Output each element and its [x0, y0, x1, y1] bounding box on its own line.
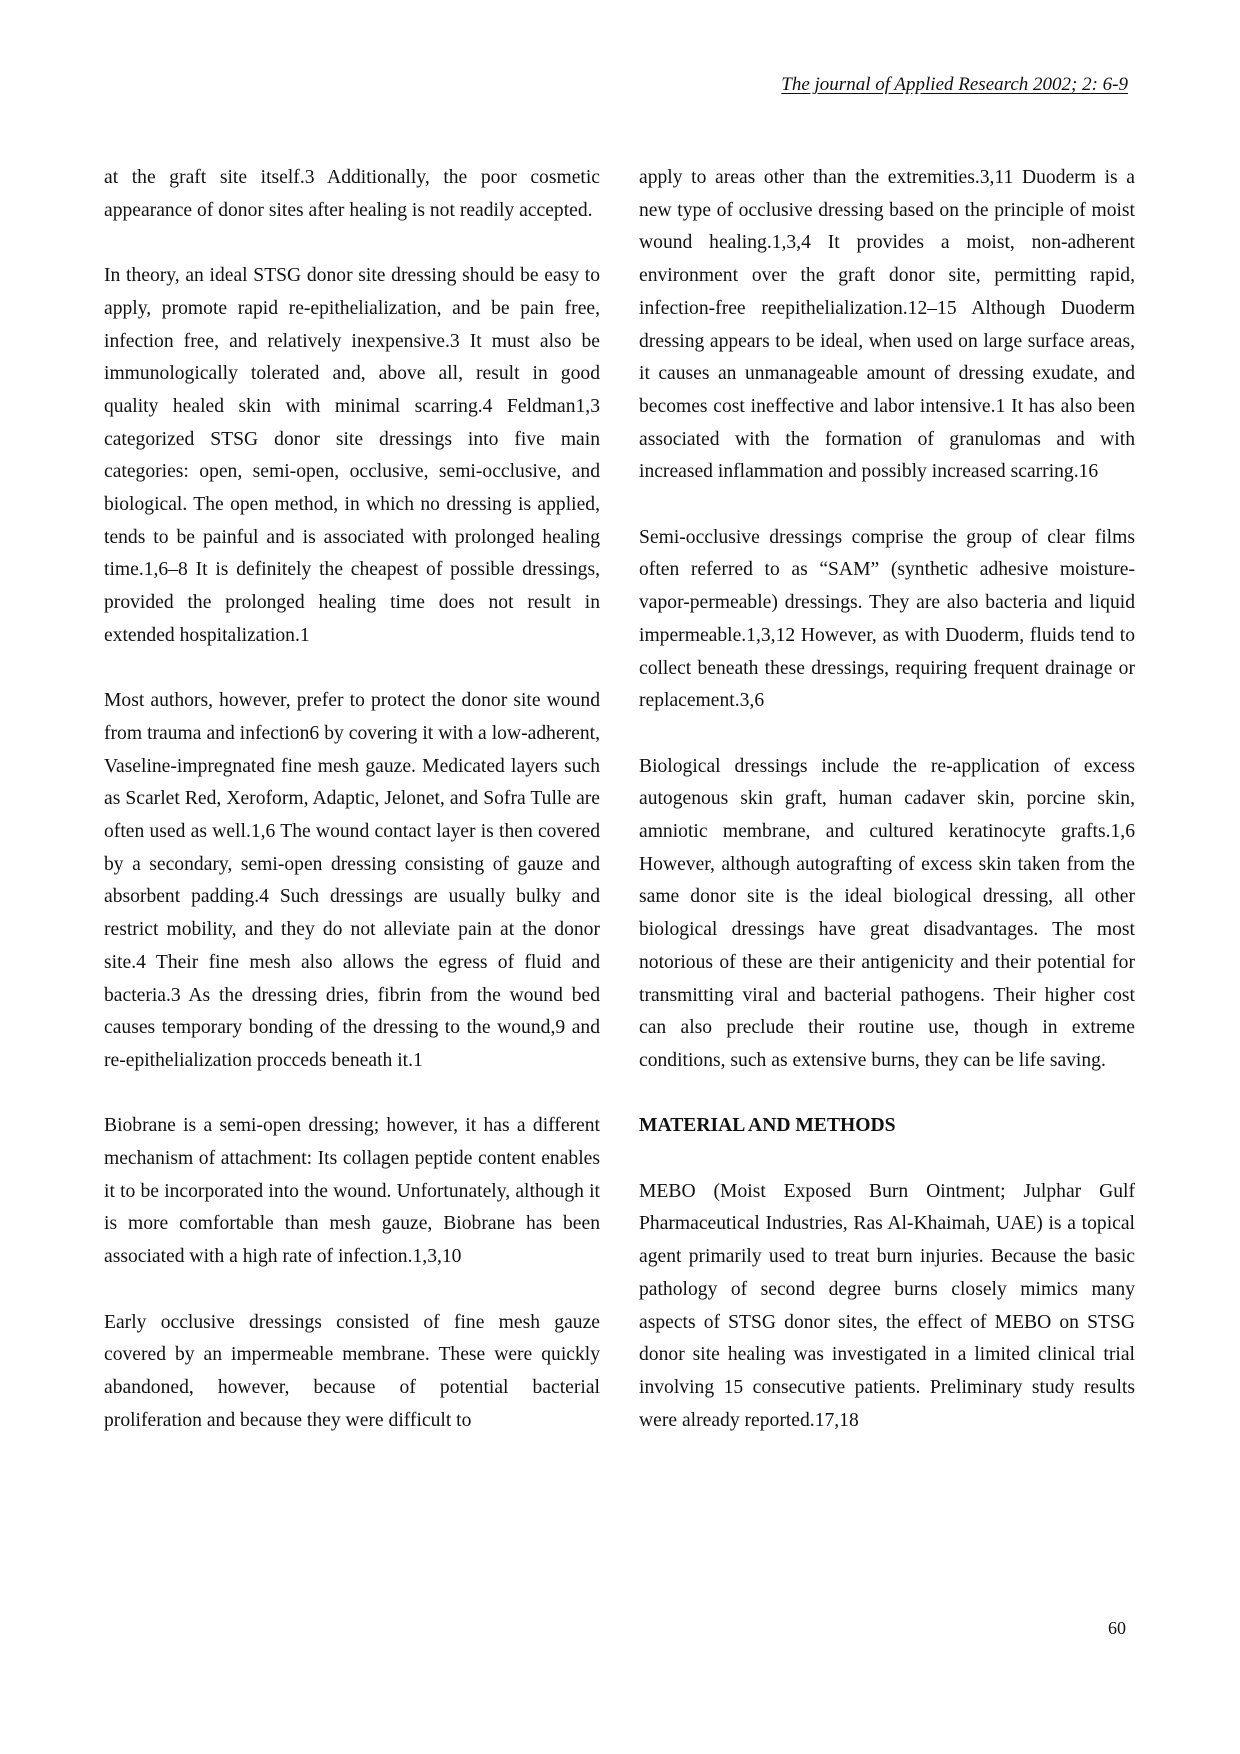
paragraph: Biobrane is a semi-open dressing; however, it has a different mechanism of attachment: Its collagen peptide content enables it to be incorporated into the wound. Unfortunately, although it is more comfortable than mesh gauze, Biobrane has been associated with a high rate of infection.1,3,10 — [104, 1115, 600, 1268]
paragraph: Semi-occlusive dressings comprise the group of clear films often referred to as “SAM” (synthetic adhesive moisture-vapor-permeable) dressings. They are also bacteria and liquid impermeable.1,3,12 However, as with Duoderm, fluids tend to collect beneath these dressings, requiring frequent drainage or replacement.3,6 — [639, 526, 1135, 712]
paragraph: In theory, an ideal STSG donor site dressing should be easy to apply, promote rapid re-epithelialization, and be pain free, infection free, and relatively inexpensive.3 It must also be immunologically tolerated and, above all, result in good quality healed skin with minimal scarring.4 Feldman1,3 categorized STSG donor site dressings into five main categories: open, semi-open, occlusive, semi-occlusive, and biological. The open method, in which no dressing is applied, tends to be painful and is associated with prolonged healing time.1,6–8 It is definitely the cheapest of possible dressings, provided the prolonged healing time does not result in extended hospitalization.1 — [104, 265, 600, 646]
paragraph: MEBO (Moist Exposed Burn Ointment; Julphar Gulf Pharmaceutical Industries, Ras Al-Khaimah, UAE) is a topical agent primarily used to treat burn injuries. Because the basic pathology of second degree burns closely mimics many aspects of STSG donor sites, the effect of MEBO on STSG donor site healing was investigated in a limited clinical trial involving 15 consecutive patients. Preliminary study results were already reported.17,18 — [639, 1180, 1135, 1431]
paragraph: Biological dressings include the re-application of excess autogenous skin graft, human cadaver skin, porcine skin, amniotic membrane, and cultured keratinocyte grafts.1,6 However, although autografting of excess skin taken from the same donor site is the ideal biological dressing, all other biological dressings have great disadvantages. The most notorious of these are their antigenicity and their potential for transmitting viral and bacterial pathogens. Their higher cost can also preclude their routine use, though in extreme conditions, such as extensive burns, they can be life saving. — [639, 755, 1135, 1071]
section-heading: MATERIAL AND METHODS — [639, 1115, 896, 1137]
paragraph: Early occlusive dressings consisted of fine mesh gauze covered by an impermeable membrane. These were quickly abandoned, however, because of potential bacterial proliferation and because they were difficult to — [104, 1311, 600, 1431]
paragraph: Most authors, however, prefer to protect the donor site wound from trauma and infection6 by covering it with a low-adherent, Vaseline-impregnated fine mesh gauze. Medicated layers such as Scarlet Red, Xeroform, Adaptic, Jelonet, and Sofra Tulle are often used as well.1,6 The wound contact layer is then covered by a secondary, semi-open dressing consisting of gauze and absorbent padding.4 Such dressings are usually bulky and restrict mobility, and they do not alleviate pain at the donor site.4 Their fine mesh also allows the egress of fluid and bacteria.3 As the dressing dries, fibrin from the wound bed causes temporary bonding of the dressing to the wound,9 and re-epithelialization procceds beneath it.1 — [104, 690, 600, 1071]
right-column — [639, 162, 1135, 1470]
running-head: The journal of Applied Research 2002; 2: 6-9 — [781, 74, 1128, 95]
paragraph: apply to areas other than the extremities.3,11 Duoderm is a new type of occlusive dressing based on the principle of moist wound healing.1,3,4 It provides a moist, non-adherent environment over the graft donor site, permitting rapid, infection-free reepithelialization.12–15 Although Duoderm dressing appears to be ideal, when used on large surface areas, it causes an unmanageable amount of dressing exudate, and becomes cost ineffective and labor intensive.1 It has also been associated with the formation of granulomas and with increased inflammation and possibly increased scarring.16 — [639, 167, 1135, 483]
left-column — [104, 162, 600, 1470]
paragraph: at the graft site itself.3 Additionally, the poor cosmetic appearance of donor sites after healing is not readily accepted. — [104, 167, 600, 221]
page-number: 60 — [1108, 1618, 1126, 1638]
